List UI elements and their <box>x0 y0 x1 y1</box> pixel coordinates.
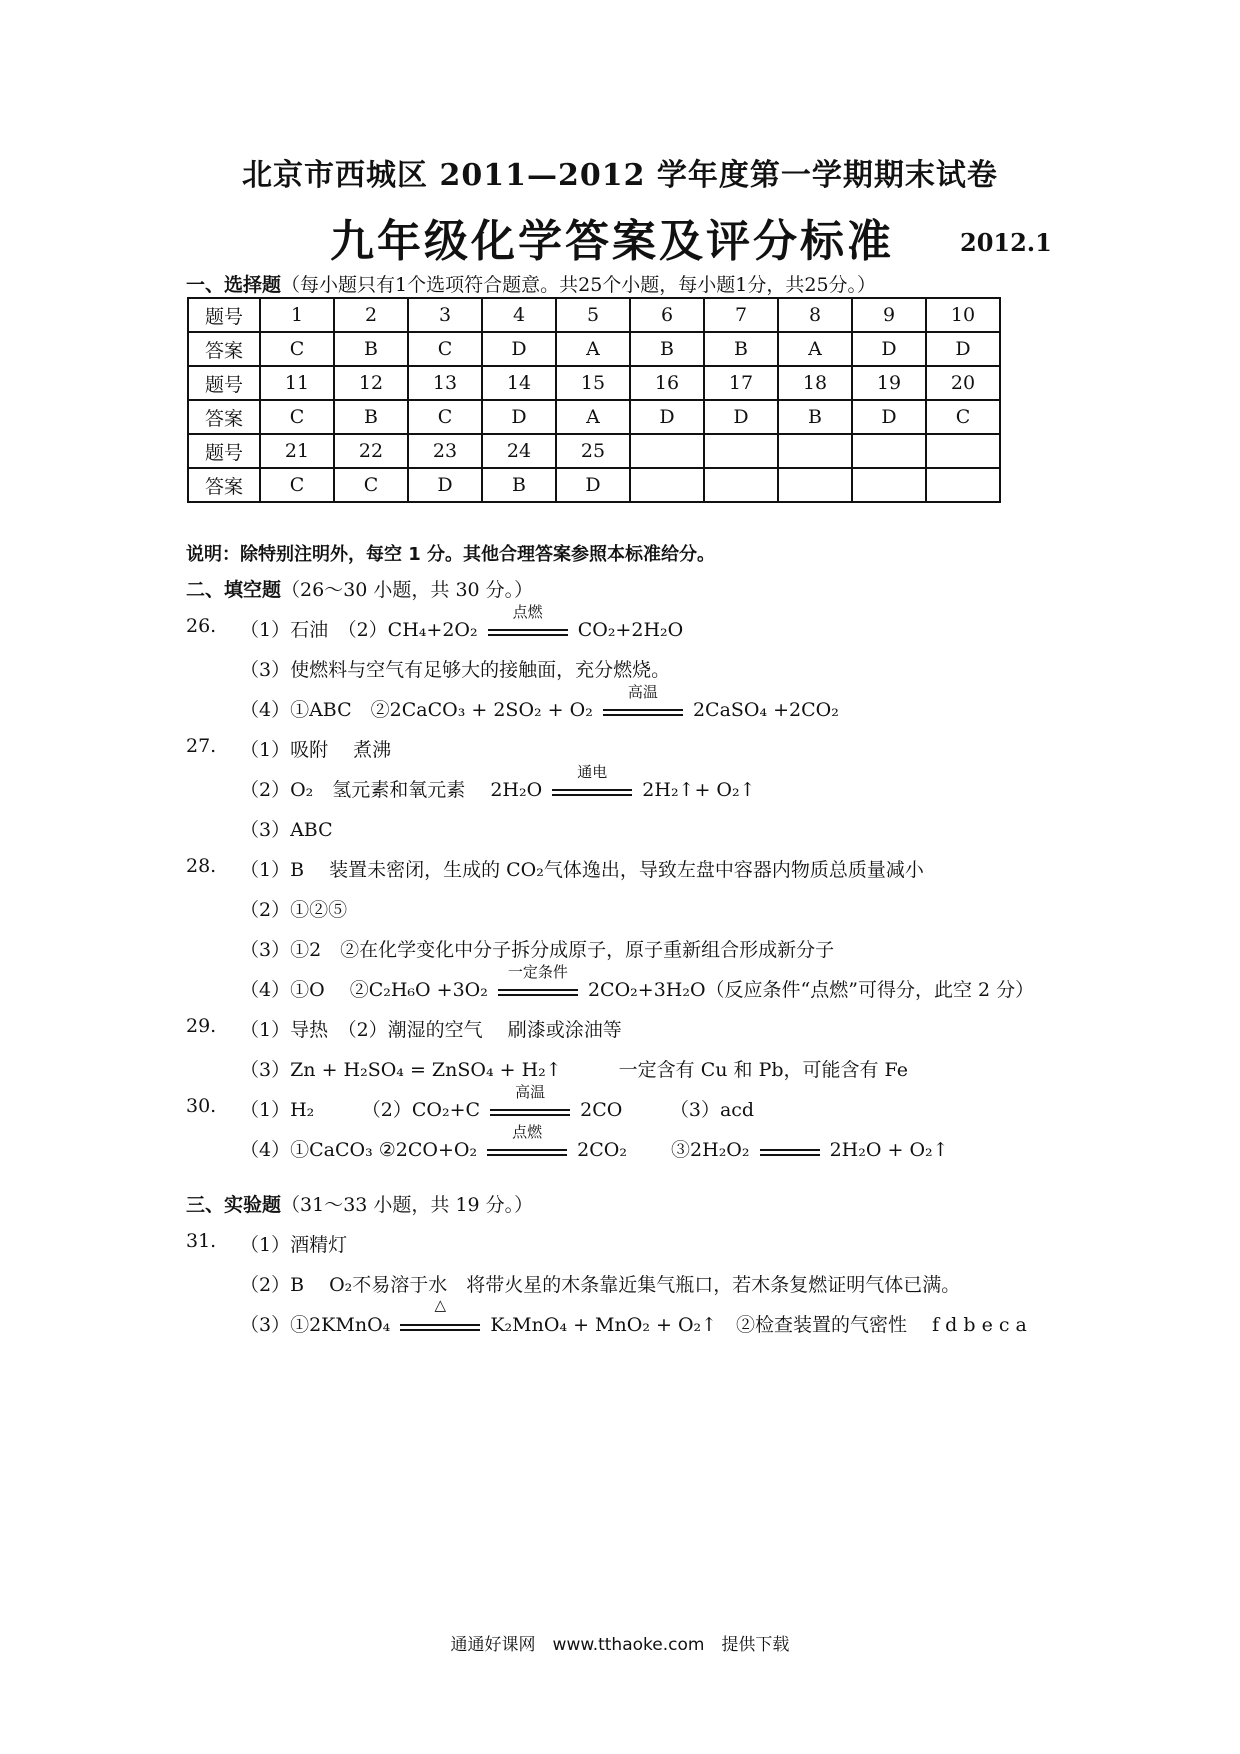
q26-line2: （3）使燃料与空气有足够大的接触面，充分燃烧。 <box>240 659 671 681</box>
a-cell: D <box>852 400 926 434</box>
a-cell <box>778 468 852 502</box>
a-cell: B <box>334 332 408 366</box>
q30-number: 30. <box>186 1095 217 1117</box>
a-cell: B <box>778 400 852 434</box>
table-row <box>188 298 1000 332</box>
condition-text: 高温 <box>627 683 658 701</box>
q28-number: 28. <box>186 855 217 877</box>
q31-number: 31. <box>186 1230 217 1252</box>
answer-table <box>187 297 1001 503</box>
q-cell: 14 <box>482 366 556 400</box>
q-cell: 25 <box>556 434 630 468</box>
reaction-arrow <box>487 1123 567 1156</box>
q27-l2a: （2）O₂ 氢元素和氧元素 2H₂O <box>240 779 543 801</box>
q29-line1: （1）导热 （2）潮湿的空气 刷漆或涂油等 <box>240 1019 622 1041</box>
a-cell: A <box>556 400 630 434</box>
a-cell: A <box>556 332 630 366</box>
q-cell: 4 <box>482 298 556 332</box>
a-cell: D <box>852 332 926 366</box>
reaction-arrow <box>760 1139 820 1156</box>
reaction-arrow <box>603 683 683 716</box>
q-cell: 13 <box>408 366 482 400</box>
a-cell: A <box>778 332 852 366</box>
q29-line2: （3）Zn + H₂SO₄ = ZnSO₄ + H₂↑ 一定含有 Cu 和 Pb，可能含有 Fe <box>240 1059 908 1081</box>
q26-l1a: （1）石油 （2）CH₄+2O₂ <box>240 619 478 641</box>
a-cell: D <box>926 332 1000 366</box>
footer: 通通好课网 www.tthaoke.com 提供下载 <box>450 1635 790 1655</box>
a-cell <box>704 468 778 502</box>
q-cell: 9 <box>852 298 926 332</box>
q26-l3b: 2CaSO₄ +2CO₂ <box>692 699 839 721</box>
q-cell: 17 <box>704 366 778 400</box>
q27-l2b: 2H₂↑+ O₂↑ <box>642 779 756 801</box>
condition-text: 点燃 <box>512 1123 543 1141</box>
q-cell: 2 <box>334 298 408 332</box>
section3-header <box>186 1190 533 1217</box>
q-cell: 22 <box>334 434 408 468</box>
q28-l4a: （4）①O ②C₂H₆O +3O₂ <box>240 979 488 1001</box>
q-cell <box>630 434 704 468</box>
section3-heading: 三、实验题 <box>186 1194 282 1216</box>
section1-header <box>186 270 876 297</box>
table-row <box>188 366 1000 400</box>
q-cell <box>852 434 926 468</box>
condition-text: 通电 <box>577 763 608 781</box>
q30-line1 <box>240 1083 755 1122</box>
condition-text: 点燃 <box>512 603 543 621</box>
q-cell <box>704 434 778 468</box>
q-cell: 15 <box>556 366 630 400</box>
a-cell: C <box>260 400 334 434</box>
reaction-arrow <box>490 1083 570 1116</box>
q30-l1a: （1）H₂ （2）CO₂+C <box>240 1099 481 1121</box>
q-cell: 1 <box>260 298 334 332</box>
q26-l1b: CO₂+2H₂O <box>577 619 684 641</box>
a-cell: C <box>408 400 482 434</box>
q-cell: 3 <box>408 298 482 332</box>
section1-desc: （每小题只有1个选项符合题意。共25个小题，每小题1分，共25分。） <box>281 274 877 296</box>
title-line2: 九年级化学答案及评分标准 <box>330 216 894 267</box>
reaction-arrow <box>488 603 568 636</box>
q-cell: 12 <box>334 366 408 400</box>
q-label: 题号 <box>188 434 260 468</box>
a-cell: D <box>482 332 556 366</box>
q-cell: 21 <box>260 434 334 468</box>
q28-l4b: 2CO₂+3H₂O（反应条件“点燃”可得分，此空 2 分） <box>587 979 1035 1001</box>
q31-line2: （2）B O₂不易溶于水 将带火星的木条靠近集气瓶口，若木条复燃证明气体已满。 <box>240 1274 961 1296</box>
q-label: 题号 <box>188 298 260 332</box>
q26-number: 26. <box>186 615 217 637</box>
doc-date: 2012.1 <box>960 228 1052 257</box>
condition-text: 一定条件 <box>507 963 568 981</box>
q-cell <box>778 434 852 468</box>
q28-line2: （2）①②⑤ <box>240 899 348 921</box>
q-cell: 8 <box>778 298 852 332</box>
a-cell <box>630 468 704 502</box>
q-cell: 24 <box>482 434 556 468</box>
table-row <box>188 332 1000 366</box>
q28-line3: （3）①2 ②在化学变化中分子拆分成原子，原子重新组合形成新分子 <box>240 939 835 961</box>
q27-number: 27. <box>186 735 217 757</box>
table-row <box>188 400 1000 434</box>
a-cell: D <box>482 400 556 434</box>
section2-desc: （26～30 小题，共 30 分。） <box>281 579 534 601</box>
a-cell: D <box>704 400 778 434</box>
table-row <box>188 434 1000 468</box>
q27-line3: （3）ABC <box>240 819 333 841</box>
table-row <box>188 468 1000 502</box>
q28-line1: （1）B 装置未密闭，生成的 CO₂气体逸出，导致左盘中容器内物质总质量减小 <box>240 859 924 881</box>
q31-line3 <box>240 1296 1027 1337</box>
a-label: 答案 <box>188 332 260 366</box>
q29-number: 29. <box>186 1015 217 1037</box>
a-cell: D <box>556 468 630 502</box>
a-cell: C <box>260 468 334 502</box>
q-cell: 16 <box>630 366 704 400</box>
q28-line4 <box>240 963 1035 1002</box>
q26-line3 <box>240 683 839 722</box>
a-cell: C <box>334 468 408 502</box>
reaction-arrow <box>498 963 578 996</box>
q-cell: 10 <box>926 298 1000 332</box>
a-cell: B <box>334 400 408 434</box>
section3-desc: （31～33 小题，共 19 分。） <box>281 1194 534 1216</box>
q30-l2b: 2CO₂ ③2H₂O₂ <box>577 1139 750 1161</box>
q31-l3a: （3）①2KMnO₄ <box>240 1314 391 1336</box>
a-cell: C <box>408 332 482 366</box>
condition-text: 高温 <box>515 1083 546 1101</box>
a-cell: D <box>408 468 482 502</box>
condition-text: △ <box>434 1296 447 1314</box>
q-cell: 18 <box>778 366 852 400</box>
a-cell: B <box>482 468 556 502</box>
q-cell: 7 <box>704 298 778 332</box>
q30-line2 <box>240 1123 949 1162</box>
a-cell <box>852 468 926 502</box>
q31-line1: （1）酒精灯 <box>240 1234 348 1256</box>
q-cell: 11 <box>260 366 334 400</box>
q30-l2c: 2H₂O + O₂↑ <box>829 1139 949 1161</box>
a-cell: B <box>630 332 704 366</box>
q-cell: 23 <box>408 434 482 468</box>
a-cell: C <box>260 332 334 366</box>
a-cell: B <box>704 332 778 366</box>
section1-heading: 一、选择题 <box>186 274 282 296</box>
q26-l3a: （4）①ABC ②2CaCO₃ + 2SO₂ + O₂ <box>240 699 593 721</box>
q-cell <box>926 434 1000 468</box>
q27-line1: （1）吸附 煮沸 <box>240 739 392 761</box>
q31-l3b: K₂MnO₄ + MnO₂ + O₂↑ ②检查装置的气密性 f d b e c a <box>490 1314 1027 1336</box>
q-label: 题号 <box>188 366 260 400</box>
q26-line1 <box>240 603 684 642</box>
section2-heading: 二、填空题 <box>186 579 282 601</box>
q-cell: 6 <box>630 298 704 332</box>
reaction-arrow <box>400 1296 480 1331</box>
section2-header <box>186 575 533 602</box>
q-cell: 19 <box>852 366 926 400</box>
q-cell: 5 <box>556 298 630 332</box>
q-cell: 20 <box>926 366 1000 400</box>
a-cell: D <box>630 400 704 434</box>
title-line1: 北京市西城区 2011—2012 学年度第一学期期末试卷 <box>242 158 998 193</box>
q30-l1b: 2CO （3）acd <box>580 1099 755 1121</box>
q30-l2a: （4）①CaCO₃ ②2CO+O₂ <box>240 1139 478 1161</box>
a-label: 答案 <box>188 468 260 502</box>
a-cell <box>926 468 1000 502</box>
a-cell: C <box>926 400 1000 434</box>
a-label: 答案 <box>188 400 260 434</box>
scoring-note: 说明：除特别注明外，每空 1 分。其他合理答案参照本标准给分。 <box>186 544 716 565</box>
reaction-arrow <box>552 763 632 796</box>
q27-line2 <box>240 763 756 802</box>
